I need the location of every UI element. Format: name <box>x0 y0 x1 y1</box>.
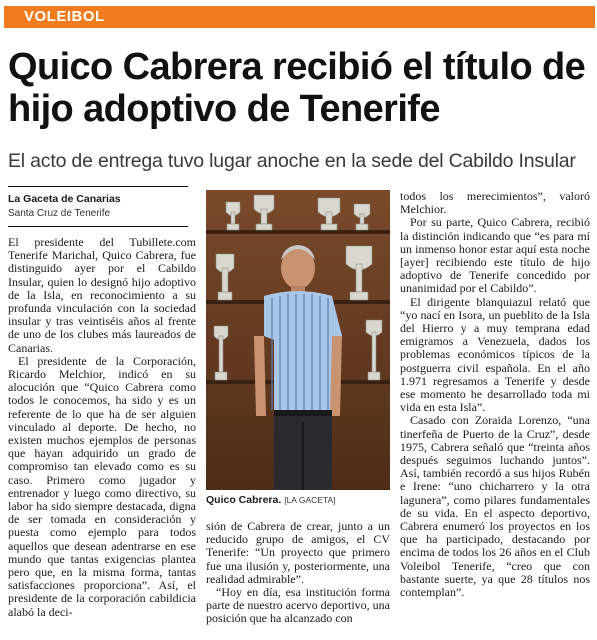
byline-rule-bottom <box>8 226 188 227</box>
paragraph: Por su parte, Quico Cabrera, recibió la distinción indicando que “es para mí un inmenso honor estar aquí esta noche [ayer] recibiendo este título de hijo adoptivo de Tenerife concedido por unanimidad por el Cabildo”. <box>400 215 590 296</box>
section-bar <box>4 6 595 28</box>
subheadline: El acto de entrega tuvo lugar anoche en la sede del Cabildo Insular <box>8 150 576 172</box>
byline-rule-top <box>8 186 188 187</box>
paragraph: todos los merecimientos”, valoró Melchior. <box>400 190 590 217</box>
caption-name: Quico Cabrera. <box>206 494 282 506</box>
article-column-2 <box>206 520 390 640</box>
photo-caption <box>206 494 336 506</box>
paragraph: “Hoy en día, esa institución forma parte de nuestro acervo deportivo, una posición que ha alcanzado con <box>206 585 390 626</box>
byline-name: La Gaceta de Canarias <box>8 193 121 205</box>
paragraph: El dirigente blanquiazul relató que “yo nací en Isora, un pueblito de la Isla del Hierro y a muy temprana edad emigramos a Venezuela, dados los problemas económicos típicos de la postguerra civil española. En el año 1.971 regresamos a Tenerife y desde ese momento he desarrollado toda mi vida en esta Isla”. <box>400 294 590 415</box>
paragraph: El presidente de la Corporación, Ricardo Melchior, indicó en su alocución que “Quico Cabrera como todos le conocemos, ha sido y es un referente de lo que ha de ser alguien vinculado al deporte. De hecho, no existen muchos ejemplos de personas que hayan adquirido un grado de compromiso tan elevado como es su caso. Primero como jugador y entrenador y luego como directivo, su labor ha sido siempre destacada, digna de ser tomada en consideración y puesta como ejemplo para todos aquellos que desean adentrarse en ese mundo que tantas exigencias plantea pero que, en la misma forma, tantas satisfacciones proporciona”. Así, el presidente de la corporación cabildicia alabó la deci- <box>8 353 196 619</box>
article-photo <box>206 190 390 490</box>
paragraph: sión de Cabrera de crear, junto a un reducido grupo de amigos, el CV Tenerife: “Un proyecto que primero fue una ilusión y, posteriormente, una realidad admirable”. <box>206 520 390 586</box>
paragraph: El presidente del Tubillete.com Tenerife Marichal, Quico Cabrera, fue distinguido ayer por el Cabildo Insular, quien lo designó hijo adoptivo de la Isla, en reconocimiento a su profunda vinculación con la sociedad insular y tras veintiséis años al frente de uno de los clubes más laureados de Canarias. <box>8 236 196 355</box>
byline-place: Santa Cruz de Tenerife <box>8 208 111 219</box>
headline: Quico Cabrera recibió el título de hijo adoptivo de Tenerife <box>8 46 586 130</box>
paragraph: Casado con Zoraida Lorenzo, “una tinerfeña de Puerto de la Cruz”, desde 1975, Cabrera señaló que “treinta años después seguimos luchando juntos”. Así, también recordó a sus hijos Rubén e Irene: “uno chicharrero y la otra lagunera”, como pilares fundamentales de su vida. En el aspecto deportivo, Cabrera enumeró los proyectos en los que ha participado, destacando por encima de todos los 26 años en el Club Voleibol Tenerife, “creo que con bastante suerte, ya que 28 títulos nos contemplan”. <box>400 413 590 600</box>
photo-illustration <box>206 190 390 490</box>
caption-credit: [LA GACETA] <box>284 495 336 505</box>
article-column-1 <box>8 236 196 640</box>
article-column-3 <box>400 190 590 640</box>
section-label: VOLEIBOL <box>24 8 105 25</box>
